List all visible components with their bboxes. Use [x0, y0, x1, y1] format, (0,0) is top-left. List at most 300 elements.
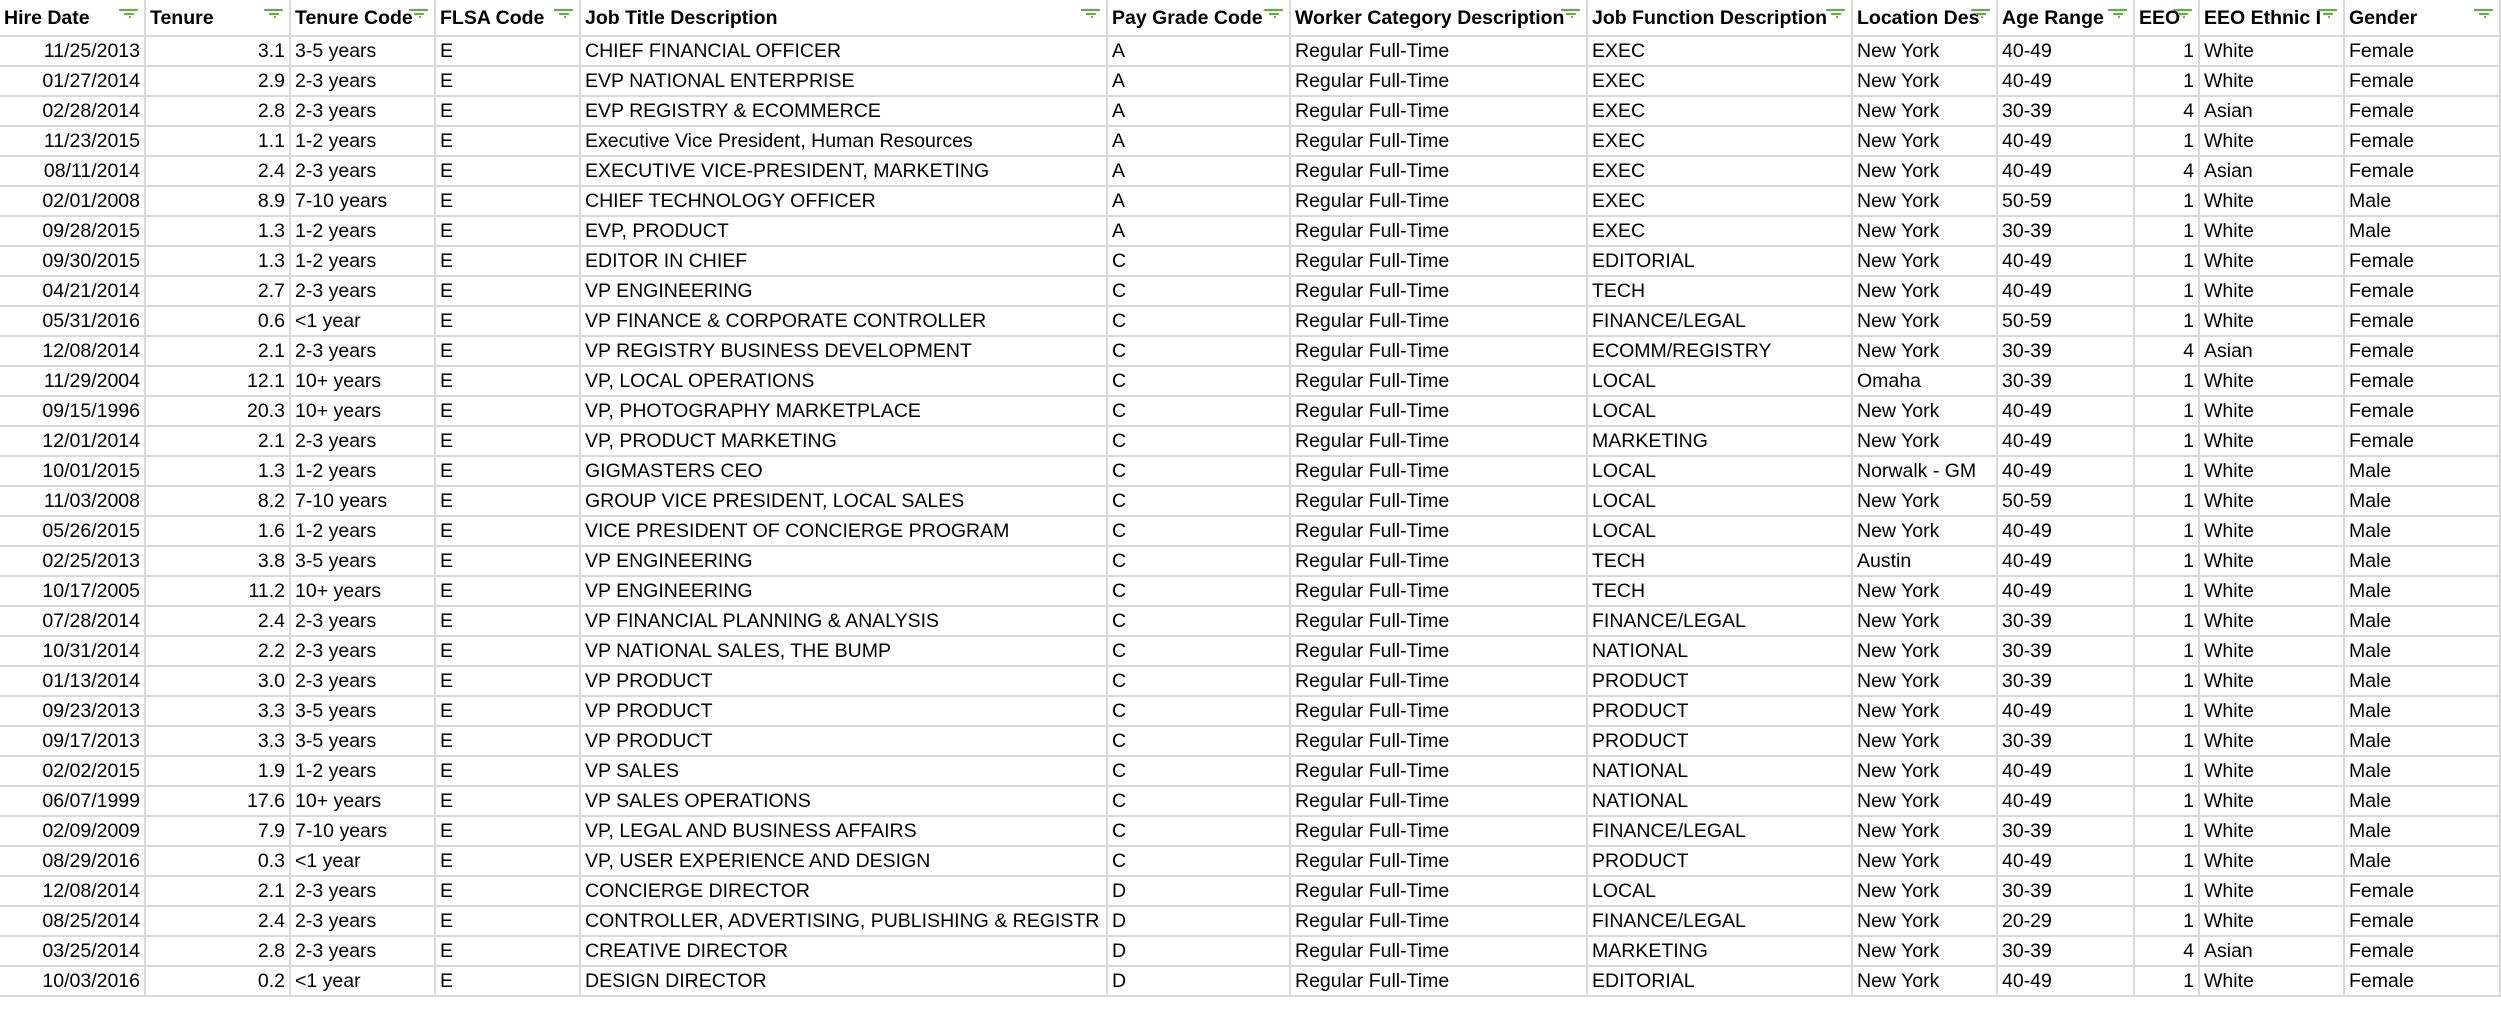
cell-worker-category[interactable]: Regular Full-Time — [1290, 816, 1587, 846]
cell-age-range[interactable]: 50-59 — [1997, 306, 2134, 336]
cell-age-range[interactable]: 40-49 — [1997, 246, 2134, 276]
cell-tenure[interactable]: 2.8 — [145, 96, 290, 126]
cell-eeo-ethnic[interactable]: White — [2199, 246, 2344, 276]
cell-job-function[interactable]: LOCAL — [1587, 516, 1852, 546]
cell-tenure-code[interactable]: 1-2 years — [290, 456, 435, 486]
column-header-gender[interactable] — [2344, 0, 2500, 36]
cell-pay-grade[interactable]: D — [1107, 936, 1290, 966]
cell-pay-grade[interactable]: C — [1107, 576, 1290, 606]
cell-tenure-code[interactable]: 1-2 years — [290, 126, 435, 156]
cell-eeo[interactable]: 4 — [2134, 936, 2199, 966]
cell-tenure-code[interactable]: 3-5 years — [290, 546, 435, 576]
cell-age-range[interactable]: 40-49 — [1997, 576, 2134, 606]
cell-location[interactable]: New York — [1852, 696, 1997, 726]
cell-pay-grade[interactable]: C — [1107, 366, 1290, 396]
cell-eeo-ethnic[interactable]: White — [2199, 546, 2344, 576]
cell-flsa[interactable]: E — [435, 276, 580, 306]
cell-tenure[interactable]: 1.1 — [145, 126, 290, 156]
cell-location[interactable]: New York — [1852, 516, 1997, 546]
cell-job-title[interactable]: VP PRODUCT — [580, 726, 1107, 756]
cell-job-title[interactable]: CREATIVE DIRECTOR — [580, 936, 1107, 966]
cell-location[interactable]: New York — [1852, 816, 1997, 846]
cell-hire-date[interactable]: 01/13/2014 — [0, 666, 145, 696]
cell-worker-category[interactable]: Regular Full-Time — [1290, 306, 1587, 336]
cell-tenure-code[interactable]: <1 year — [290, 966, 435, 996]
cell-gender[interactable]: Male — [2344, 486, 2500, 516]
cell-age-range[interactable]: 40-49 — [1997, 456, 2134, 486]
cell-eeo[interactable]: 1 — [2134, 546, 2199, 576]
cell-gender[interactable]: Female — [2344, 276, 2500, 306]
cell-hire-date[interactable]: 09/28/2015 — [0, 216, 145, 246]
cell-age-range[interactable]: 50-59 — [1997, 186, 2134, 216]
cell-eeo[interactable]: 1 — [2134, 426, 2199, 456]
cell-job-title[interactable]: CONCIERGE DIRECTOR — [580, 876, 1107, 906]
cell-tenure[interactable]: 2.1 — [145, 336, 290, 366]
cell-age-range[interactable]: 30-39 — [1997, 336, 2134, 366]
cell-job-title[interactable]: GIGMASTERS CEO — [580, 456, 1107, 486]
filter-icon[interactable] — [1080, 8, 1100, 24]
cell-tenure-code[interactable]: 2-3 years — [290, 426, 435, 456]
cell-job-title[interactable]: GROUP VICE PRESIDENT, LOCAL SALES — [580, 486, 1107, 516]
cell-flsa[interactable]: E — [435, 426, 580, 456]
cell-hire-date[interactable]: 11/23/2015 — [0, 126, 145, 156]
column-header-job-function[interactable] — [1587, 0, 1852, 36]
cell-eeo-ethnic[interactable]: White — [2199, 816, 2344, 846]
cell-tenure-code[interactable]: 2-3 years — [290, 96, 435, 126]
cell-flsa[interactable]: E — [435, 936, 580, 966]
column-header-location[interactable] — [1852, 0, 1997, 36]
cell-eeo[interactable]: 1 — [2134, 246, 2199, 276]
cell-eeo[interactable]: 1 — [2134, 696, 2199, 726]
cell-hire-date[interactable]: 10/01/2015 — [0, 456, 145, 486]
cell-job-function[interactable]: TECH — [1587, 276, 1852, 306]
cell-tenure-code[interactable]: 2-3 years — [290, 156, 435, 186]
cell-job-function[interactable]: MARKETING — [1587, 426, 1852, 456]
cell-tenure-code[interactable]: 2-3 years — [290, 636, 435, 666]
cell-hire-date[interactable]: 04/21/2014 — [0, 276, 145, 306]
cell-job-function[interactable]: EXEC — [1587, 186, 1852, 216]
cell-pay-grade[interactable]: C — [1107, 666, 1290, 696]
cell-worker-category[interactable]: Regular Full-Time — [1290, 726, 1587, 756]
cell-eeo-ethnic[interactable]: White — [2199, 576, 2344, 606]
cell-flsa[interactable]: E — [435, 816, 580, 846]
cell-hire-date[interactable]: 03/25/2014 — [0, 936, 145, 966]
cell-tenure-code[interactable]: 2-3 years — [290, 666, 435, 696]
cell-job-title[interactable]: CONTROLLER, ADVERTISING, PUBLISHING & REGISTR — [580, 906, 1107, 936]
cell-pay-grade[interactable]: C — [1107, 546, 1290, 576]
cell-job-function[interactable]: FINANCE/LEGAL — [1587, 606, 1852, 636]
column-header-hire-date[interactable] — [0, 0, 145, 36]
cell-job-function[interactable]: LOCAL — [1587, 456, 1852, 486]
cell-flsa[interactable]: E — [435, 246, 580, 276]
cell-job-title[interactable]: CHIEF FINANCIAL OFFICER — [580, 36, 1107, 66]
cell-gender[interactable]: Male — [2344, 636, 2500, 666]
cell-eeo[interactable]: 1 — [2134, 126, 2199, 156]
cell-job-function[interactable]: PRODUCT — [1587, 726, 1852, 756]
cell-hire-date[interactable]: 09/15/1996 — [0, 396, 145, 426]
cell-job-function[interactable]: NATIONAL — [1587, 636, 1852, 666]
cell-age-range[interactable]: 40-49 — [1997, 546, 2134, 576]
cell-job-function[interactable]: PRODUCT — [1587, 696, 1852, 726]
cell-eeo-ethnic[interactable]: White — [2199, 486, 2344, 516]
cell-worker-category[interactable]: Regular Full-Time — [1290, 216, 1587, 246]
cell-location[interactable]: New York — [1852, 246, 1997, 276]
cell-job-title[interactable]: EDITOR IN CHIEF — [580, 246, 1107, 276]
filter-icon[interactable] — [1263, 8, 1283, 24]
cell-age-range[interactable]: 40-49 — [1997, 396, 2134, 426]
cell-eeo-ethnic[interactable]: White — [2199, 66, 2344, 96]
cell-worker-category[interactable]: Regular Full-Time — [1290, 486, 1587, 516]
filter-icon[interactable] — [2172, 8, 2192, 24]
cell-job-function[interactable]: PRODUCT — [1587, 846, 1852, 876]
filter-icon[interactable] — [1825, 8, 1845, 24]
column-header-age-range[interactable] — [1997, 0, 2134, 36]
column-header-worker-category[interactable] — [1290, 0, 1587, 36]
cell-eeo[interactable]: 1 — [2134, 456, 2199, 486]
cell-tenure-code[interactable]: 3-5 years — [290, 36, 435, 66]
column-header-eeo-ethnic[interactable] — [2199, 0, 2344, 36]
cell-tenure[interactable]: 11.2 — [145, 576, 290, 606]
cell-age-range[interactable]: 40-49 — [1997, 966, 2134, 996]
cell-worker-category[interactable]: Regular Full-Time — [1290, 246, 1587, 276]
cell-gender[interactable]: Male — [2344, 666, 2500, 696]
cell-job-function[interactable]: FINANCE/LEGAL — [1587, 906, 1852, 936]
cell-eeo-ethnic[interactable]: White — [2199, 36, 2344, 66]
cell-flsa[interactable]: E — [435, 696, 580, 726]
cell-eeo[interactable]: 1 — [2134, 786, 2199, 816]
cell-tenure[interactable]: 2.4 — [145, 606, 290, 636]
cell-worker-category[interactable]: Regular Full-Time — [1290, 156, 1587, 186]
cell-tenure-code[interactable]: 10+ years — [290, 396, 435, 426]
cell-hire-date[interactable]: 10/03/2016 — [0, 966, 145, 996]
cell-job-title[interactable]: VP, USER EXPERIENCE AND DESIGN — [580, 846, 1107, 876]
cell-tenure-code[interactable]: 10+ years — [290, 366, 435, 396]
cell-tenure[interactable]: 2.7 — [145, 276, 290, 306]
cell-worker-category[interactable]: Regular Full-Time — [1290, 786, 1587, 816]
cell-pay-grade[interactable]: A — [1107, 96, 1290, 126]
cell-location[interactable]: New York — [1852, 126, 1997, 156]
cell-tenure-code[interactable]: 2-3 years — [290, 936, 435, 966]
cell-hire-date[interactable]: 10/17/2005 — [0, 576, 145, 606]
cell-hire-date[interactable]: 11/25/2013 — [0, 36, 145, 66]
cell-eeo-ethnic[interactable]: White — [2199, 306, 2344, 336]
cell-job-function[interactable]: NATIONAL — [1587, 786, 1852, 816]
cell-flsa[interactable]: E — [435, 576, 580, 606]
cell-tenure[interactable]: 3.0 — [145, 666, 290, 696]
cell-worker-category[interactable]: Regular Full-Time — [1290, 66, 1587, 96]
cell-flsa[interactable]: E — [435, 966, 580, 996]
cell-worker-category[interactable]: Regular Full-Time — [1290, 876, 1587, 906]
cell-flsa[interactable]: E — [435, 786, 580, 816]
cell-tenure-code[interactable]: 3-5 years — [290, 696, 435, 726]
cell-location[interactable]: New York — [1852, 756, 1997, 786]
cell-tenure-code[interactable]: 10+ years — [290, 576, 435, 606]
cell-job-function[interactable]: FINANCE/LEGAL — [1587, 816, 1852, 846]
cell-tenure-code[interactable]: 7-10 years — [290, 816, 435, 846]
cell-pay-grade[interactable]: C — [1107, 396, 1290, 426]
cell-gender[interactable]: Female — [2344, 366, 2500, 396]
cell-eeo[interactable]: 1 — [2134, 186, 2199, 216]
cell-tenure-code[interactable]: 2-3 years — [290, 906, 435, 936]
cell-flsa[interactable]: E — [435, 546, 580, 576]
cell-age-range[interactable]: 40-49 — [1997, 276, 2134, 306]
cell-eeo-ethnic[interactable]: White — [2199, 126, 2344, 156]
cell-eeo-ethnic[interactable]: White — [2199, 876, 2344, 906]
cell-job-function[interactable]: ECOMM/REGISTRY — [1587, 336, 1852, 366]
cell-flsa[interactable]: E — [435, 66, 580, 96]
cell-gender[interactable]: Male — [2344, 456, 2500, 486]
filter-icon[interactable] — [408, 8, 428, 24]
cell-job-title[interactable]: CHIEF TECHNOLOGY OFFICER — [580, 186, 1107, 216]
cell-job-title[interactable]: EVP, PRODUCT — [580, 216, 1107, 246]
cell-hire-date[interactable]: 05/31/2016 — [0, 306, 145, 336]
cell-eeo[interactable]: 1 — [2134, 606, 2199, 636]
cell-job-function[interactable]: EXEC — [1587, 156, 1852, 186]
cell-tenure[interactable]: 17.6 — [145, 786, 290, 816]
cell-worker-category[interactable]: Regular Full-Time — [1290, 966, 1587, 996]
filter-icon[interactable] — [118, 8, 138, 24]
cell-worker-category[interactable]: Regular Full-Time — [1290, 36, 1587, 66]
cell-eeo[interactable]: 1 — [2134, 216, 2199, 246]
cell-age-range[interactable]: 40-49 — [1997, 156, 2134, 186]
cell-tenure-code[interactable]: 2-3 years — [290, 606, 435, 636]
cell-tenure-code[interactable]: 10+ years — [290, 786, 435, 816]
cell-pay-grade[interactable]: C — [1107, 696, 1290, 726]
cell-eeo-ethnic[interactable]: White — [2199, 456, 2344, 486]
cell-worker-category[interactable]: Regular Full-Time — [1290, 636, 1587, 666]
cell-age-range[interactable]: 30-39 — [1997, 666, 2134, 696]
cell-gender[interactable]: Female — [2344, 66, 2500, 96]
cell-tenure[interactable]: 2.2 — [145, 636, 290, 666]
cell-eeo[interactable]: 1 — [2134, 516, 2199, 546]
cell-eeo[interactable]: 1 — [2134, 66, 2199, 96]
cell-eeo-ethnic[interactable]: White — [2199, 276, 2344, 306]
cell-age-range[interactable]: 40-49 — [1997, 36, 2134, 66]
filter-icon[interactable] — [553, 8, 573, 24]
cell-gender[interactable]: Male — [2344, 576, 2500, 606]
cell-eeo-ethnic[interactable]: White — [2199, 786, 2344, 816]
column-header-pay-grade[interactable] — [1107, 0, 1290, 36]
cell-tenure[interactable]: 1.9 — [145, 756, 290, 786]
cell-worker-category[interactable]: Regular Full-Time — [1290, 906, 1587, 936]
cell-pay-grade[interactable]: C — [1107, 726, 1290, 756]
cell-flsa[interactable]: E — [435, 906, 580, 936]
cell-eeo[interactable]: 1 — [2134, 396, 2199, 426]
cell-eeo-ethnic[interactable]: Asian — [2199, 336, 2344, 366]
cell-gender[interactable]: Female — [2344, 906, 2500, 936]
cell-tenure-code[interactable]: 2-3 years — [290, 876, 435, 906]
cell-location[interactable]: New York — [1852, 876, 1997, 906]
cell-worker-category[interactable]: Regular Full-Time — [1290, 846, 1587, 876]
cell-worker-category[interactable]: Regular Full-Time — [1290, 696, 1587, 726]
cell-tenure-code[interactable]: 7-10 years — [290, 186, 435, 216]
cell-tenure[interactable]: 3.3 — [145, 726, 290, 756]
cell-job-title[interactable]: VP PRODUCT — [580, 696, 1107, 726]
cell-tenure-code[interactable]: <1 year — [290, 846, 435, 876]
cell-gender[interactable]: Female — [2344, 876, 2500, 906]
cell-gender[interactable]: Female — [2344, 126, 2500, 156]
cell-eeo-ethnic[interactable]: White — [2199, 366, 2344, 396]
cell-eeo[interactable]: 1 — [2134, 306, 2199, 336]
cell-hire-date[interactable]: 07/28/2014 — [0, 606, 145, 636]
cell-worker-category[interactable]: Regular Full-Time — [1290, 546, 1587, 576]
cell-eeo[interactable]: 1 — [2134, 876, 2199, 906]
cell-worker-category[interactable]: Regular Full-Time — [1290, 366, 1587, 396]
cell-worker-category[interactable]: Regular Full-Time — [1290, 336, 1587, 366]
cell-tenure-code[interactable]: 3-5 years — [290, 726, 435, 756]
cell-flsa[interactable]: E — [435, 366, 580, 396]
cell-job-title[interactable]: VP SALES — [580, 756, 1107, 786]
cell-eeo[interactable]: 1 — [2134, 966, 2199, 996]
cell-pay-grade[interactable]: C — [1107, 336, 1290, 366]
column-header-flsa[interactable] — [435, 0, 580, 36]
cell-job-function[interactable]: LOCAL — [1587, 366, 1852, 396]
cell-pay-grade[interactable]: C — [1107, 246, 1290, 276]
cell-pay-grade[interactable]: C — [1107, 486, 1290, 516]
cell-age-range[interactable]: 30-39 — [1997, 816, 2134, 846]
cell-gender[interactable]: Male — [2344, 786, 2500, 816]
cell-age-range[interactable]: 30-39 — [1997, 726, 2134, 756]
cell-tenure[interactable]: 2.1 — [145, 426, 290, 456]
cell-age-range[interactable]: 30-39 — [1997, 636, 2134, 666]
cell-job-function[interactable]: TECH — [1587, 576, 1852, 606]
cell-location[interactable]: New York — [1852, 426, 1997, 456]
cell-job-title[interactable]: VP FINANCIAL PLANNING & ANALYSIS — [580, 606, 1107, 636]
cell-pay-grade[interactable]: C — [1107, 276, 1290, 306]
cell-flsa[interactable]: E — [435, 96, 580, 126]
cell-pay-grade[interactable]: C — [1107, 516, 1290, 546]
cell-flsa[interactable]: E — [435, 486, 580, 516]
cell-pay-grade[interactable]: C — [1107, 306, 1290, 336]
cell-hire-date[interactable]: 08/11/2014 — [0, 156, 145, 186]
cell-location[interactable]: New York — [1852, 486, 1997, 516]
cell-pay-grade[interactable]: C — [1107, 426, 1290, 456]
cell-tenure[interactable]: 2.9 — [145, 66, 290, 96]
cell-tenure[interactable]: 3.3 — [145, 696, 290, 726]
cell-hire-date[interactable]: 01/27/2014 — [0, 66, 145, 96]
cell-hire-date[interactable]: 02/09/2009 — [0, 816, 145, 846]
cell-location[interactable]: New York — [1852, 846, 1997, 876]
cell-job-title[interactable]: VP, LOCAL OPERATIONS — [580, 366, 1107, 396]
cell-gender[interactable]: Female — [2344, 936, 2500, 966]
cell-job-function[interactable]: EXEC — [1587, 36, 1852, 66]
cell-pay-grade[interactable]: D — [1107, 876, 1290, 906]
cell-job-title[interactable]: VP SALES OPERATIONS — [580, 786, 1107, 816]
cell-gender[interactable]: Female — [2344, 246, 2500, 276]
cell-age-range[interactable]: 40-49 — [1997, 846, 2134, 876]
cell-tenure-code[interactable]: 1-2 years — [290, 756, 435, 786]
cell-pay-grade[interactable]: A — [1107, 186, 1290, 216]
cell-location[interactable]: Norwalk - GM — [1852, 456, 1997, 486]
column-header-job-title[interactable] — [580, 0, 1107, 36]
cell-eeo[interactable]: 1 — [2134, 666, 2199, 696]
cell-job-title[interactable]: VP NATIONAL SALES, THE BUMP — [580, 636, 1107, 666]
cell-location[interactable]: New York — [1852, 96, 1997, 126]
cell-location[interactable]: New York — [1852, 396, 1997, 426]
cell-location[interactable]: Omaha — [1852, 366, 1997, 396]
filter-icon[interactable] — [2473, 8, 2493, 24]
cell-age-range[interactable]: 30-39 — [1997, 876, 2134, 906]
cell-worker-category[interactable]: Regular Full-Time — [1290, 606, 1587, 636]
cell-hire-date[interactable]: 11/29/2004 — [0, 366, 145, 396]
cell-flsa[interactable]: E — [435, 156, 580, 186]
cell-tenure[interactable]: 8.9 — [145, 186, 290, 216]
cell-location[interactable]: New York — [1852, 726, 1997, 756]
cell-flsa[interactable]: E — [435, 666, 580, 696]
cell-eeo[interactable]: 1 — [2134, 36, 2199, 66]
cell-worker-category[interactable]: Regular Full-Time — [1290, 396, 1587, 426]
cell-age-range[interactable]: 30-39 — [1997, 936, 2134, 966]
filter-icon[interactable] — [1560, 8, 1580, 24]
cell-location[interactable]: New York — [1852, 336, 1997, 366]
cell-location[interactable]: New York — [1852, 216, 1997, 246]
cell-job-title[interactable]: VICE PRESIDENT OF CONCIERGE PROGRAM — [580, 516, 1107, 546]
cell-job-function[interactable]: EXEC — [1587, 216, 1852, 246]
cell-eeo[interactable]: 4 — [2134, 96, 2199, 126]
filter-icon[interactable] — [2317, 8, 2337, 24]
cell-hire-date[interactable]: 06/07/1999 — [0, 786, 145, 816]
cell-gender[interactable]: Male — [2344, 186, 2500, 216]
cell-location[interactable]: New York — [1852, 306, 1997, 336]
column-header-eeo[interactable] — [2134, 0, 2199, 36]
cell-eeo-ethnic[interactable]: White — [2199, 186, 2344, 216]
cell-hire-date[interactable]: 08/29/2016 — [0, 846, 145, 876]
cell-location[interactable]: Austin — [1852, 546, 1997, 576]
cell-flsa[interactable]: E — [435, 126, 580, 156]
cell-hire-date[interactable]: 08/25/2014 — [0, 906, 145, 936]
cell-location[interactable]: New York — [1852, 666, 1997, 696]
cell-age-range[interactable]: 40-49 — [1997, 756, 2134, 786]
cell-eeo[interactable]: 4 — [2134, 156, 2199, 186]
cell-tenure[interactable]: 2.4 — [145, 906, 290, 936]
cell-eeo[interactable]: 1 — [2134, 756, 2199, 786]
cell-gender[interactable]: Male — [2344, 756, 2500, 786]
cell-flsa[interactable]: E — [435, 846, 580, 876]
cell-location[interactable]: New York — [1852, 66, 1997, 96]
cell-flsa[interactable]: E — [435, 336, 580, 366]
cell-location[interactable]: New York — [1852, 36, 1997, 66]
cell-tenure-code[interactable]: 2-3 years — [290, 66, 435, 96]
cell-job-title[interactable]: DESIGN DIRECTOR — [580, 966, 1107, 996]
cell-eeo[interactable]: 1 — [2134, 576, 2199, 606]
cell-location[interactable]: New York — [1852, 906, 1997, 936]
cell-job-function[interactable]: LOCAL — [1587, 876, 1852, 906]
cell-job-function[interactable]: EDITORIAL — [1587, 966, 1852, 996]
cell-pay-grade[interactable]: D — [1107, 906, 1290, 936]
cell-age-range[interactable]: 30-39 — [1997, 606, 2134, 636]
cell-pay-grade[interactable]: A — [1107, 156, 1290, 186]
cell-flsa[interactable]: E — [435, 396, 580, 426]
cell-job-function[interactable]: LOCAL — [1587, 486, 1852, 516]
cell-tenure[interactable]: 1.3 — [145, 246, 290, 276]
cell-hire-date[interactable]: 02/25/2013 — [0, 546, 145, 576]
cell-hire-date[interactable]: 09/23/2013 — [0, 696, 145, 726]
cell-job-function[interactable]: EXEC — [1587, 66, 1852, 96]
filter-icon[interactable] — [263, 8, 283, 24]
cell-flsa[interactable]: E — [435, 726, 580, 756]
cell-tenure-code[interactable]: 1-2 years — [290, 246, 435, 276]
cell-job-function[interactable]: EDITORIAL — [1587, 246, 1852, 276]
cell-gender[interactable]: Female — [2344, 426, 2500, 456]
cell-tenure-code[interactable]: 7-10 years — [290, 486, 435, 516]
cell-flsa[interactable]: E — [435, 516, 580, 546]
cell-job-function[interactable]: NATIONAL — [1587, 756, 1852, 786]
cell-location[interactable]: New York — [1852, 576, 1997, 606]
cell-job-function[interactable]: EXEC — [1587, 126, 1852, 156]
cell-pay-grade[interactable]: D — [1107, 966, 1290, 996]
cell-age-range[interactable]: 40-49 — [1997, 426, 2134, 456]
cell-eeo-ethnic[interactable]: Asian — [2199, 936, 2344, 966]
